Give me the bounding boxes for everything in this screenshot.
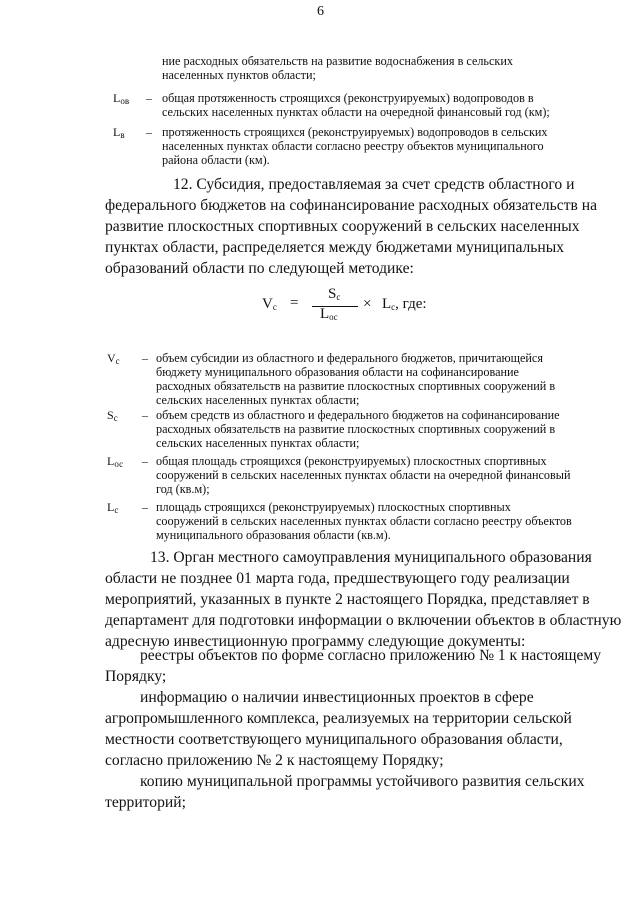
def-loc-line-1: общая площадь строящихся (реконструируемых) плоскостных спортивных (156, 454, 547, 468)
formula-equals: = (290, 295, 299, 311)
para13-line-5: адресную инвестиционную программу следующие документы: (105, 633, 526, 650)
def-lv-line-2: населенных пунктах области согласно реестру объектов муниципального (162, 139, 544, 153)
def-vc-line-3: расходных обязательств на развитие плоскостных спортивных сооружений в (156, 379, 556, 393)
para13-line-3: мероприятий, указанных в пункте 2 настоящего Порядка, представляет в (105, 591, 590, 608)
def-loc-line-2: сооружений в сельских населенных пунктах области на очередной финансовый (156, 468, 571, 482)
item-program-line-2: территорий; (105, 794, 186, 811)
def-lov-line-1: общая протяженность строящихся (реконструируемых) водопроводов в (162, 91, 534, 105)
def-vc-line-4: сельских населенных пунктах области; (156, 393, 360, 407)
def-sc-line-3: сельских населенных пунктах области; (156, 436, 360, 450)
para13-line-1: 13. Орган местного самоуправления муниципального образования (150, 549, 592, 566)
def-lc-line-3: муниципального образования области (кв.м). (156, 528, 391, 542)
formula-times: × (363, 296, 372, 312)
def-loc-symbol: $L_{ос}$ (107, 454, 124, 469)
item-info-line-1: информацию о наличии инвестиционных проектов в сфере (140, 689, 534, 706)
item-registry-line-2: Порядку; (105, 668, 167, 685)
def-vc-dash: – (142, 351, 148, 365)
def-lv-line-3: района области (км). (162, 153, 270, 167)
item-info-line-4: согласно приложению № 2 к настоящему Порядку; (105, 752, 444, 769)
para12-line-4: пунктах области, распределяется между бюджетами муниципальных (105, 239, 565, 256)
def-vc-symbol: $V_c$ (107, 351, 120, 366)
def-lov-dash: – (146, 91, 152, 105)
para12-line-2: федерального бюджетов на софинансирование расходных обязательств на (105, 197, 598, 214)
def-sc-symbol: $S_c$ (107, 408, 118, 423)
def-lc-line-1: площадь строящихся (реконструируемых) плоскостных спортивных (156, 500, 511, 514)
def-lv-line-1: протяженность строящихся (реконструируемых) водопроводов в сельских (162, 125, 548, 139)
def-loc-dash: – (142, 454, 148, 468)
top-block-line-1: ние расходных обязательств на развитие водоснабжения в сельских (162, 54, 513, 68)
para12-line-3: развитие плоскостных спортивных сооружений в сельских населенных (105, 218, 580, 235)
def-vc-line-2: бюджету муниципального образования области на софинансирование (156, 365, 519, 379)
item-program-line-1: копию муниципальной программы устойчивого развития сельских (140, 773, 585, 790)
para13-line-4: департамент для подготовки информации о включении объектов в областную (105, 612, 622, 629)
def-lc-dash: – (142, 500, 148, 514)
def-lov-symbol: $L_{ов}$ (113, 91, 130, 106)
def-sc-line-1: объем средств из областного и федерального бюджетов на софинансирование (156, 408, 560, 422)
item-info-line-2: агропромышленного комплекса, реализуемых на территории сельской (105, 710, 572, 727)
formula-lhs: $V_c$ (262, 296, 277, 312)
para13-line-2: области не позднее 01 марта года, предшествующего году реализации (105, 570, 570, 587)
top-block-line-2: населенных пунктов области; (162, 68, 316, 82)
def-loc-line-3: год (кв.м); (156, 482, 210, 496)
def-lv-dash: – (146, 125, 152, 139)
para12-line-5: образований области по следующей методике: (105, 260, 414, 277)
def-sc-line-2: расходных обязательств на развитие плоскостных спортивных сооружений в (156, 422, 556, 436)
formula-denominator: $L_{oc}$ (320, 306, 338, 322)
def-lc-line-2: сооружений в сельских населенных пунктах области согласно реестру объектов (156, 514, 572, 528)
formula-rhs: $L_c$, где: (382, 296, 427, 312)
def-lv-symbol: $L_в$ (113, 125, 125, 140)
item-registry-line-1: реестры объектов по форме согласно приложению № 1 к настоящему (140, 647, 602, 664)
def-lc-symbol: $L_c$ (107, 500, 119, 515)
item-info-line-3: местности соответствующего муниципального образования области, (105, 731, 563, 748)
def-vc-line-1: объем субсидии из областного и федерального бюджетов, причитающейся (156, 351, 543, 365)
para12-line-1: 12. Субсидия, предоставляемая за счет средств областного и (173, 176, 575, 193)
formula-numerator: $S_c$ (328, 286, 341, 302)
page-number: 6 (317, 4, 324, 19)
def-lov-line-2: сельских населенных пунктах области на очередной финансовый год (км); (162, 105, 550, 119)
def-sc-dash: – (142, 408, 148, 422)
